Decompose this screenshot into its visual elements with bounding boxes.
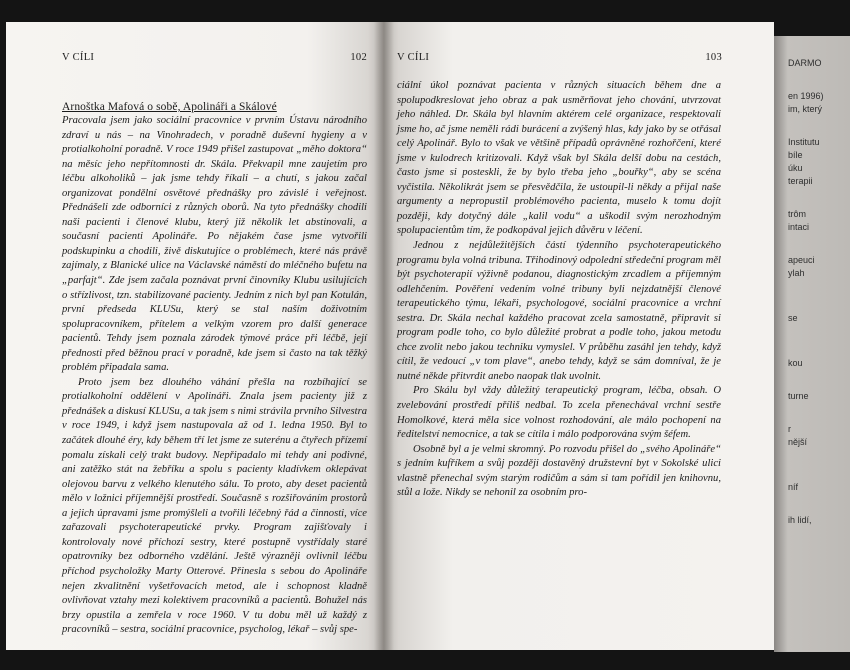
left-running-head	[62, 52, 367, 63]
right-page-text	[397, 79, 721, 501]
fragment-line: kou	[788, 358, 803, 368]
fragment-line: nější	[788, 437, 808, 447]
fragment-line: níf	[788, 482, 799, 492]
left-page	[6, 22, 383, 650]
fragment-line: Institutu	[788, 137, 820, 147]
paragraph: Proto jsem bez dlouhého váhání přešla na rozbíhající se protialkoholní oddělení v Apolináři. Znala jsem pacienty již z přednášek a diskusí KLUSu, a tak jsem s nimi strávila prvního Silvestra v roce 1949, i když jsem nastupovala až od 1. ledna 1950. Byl to začátek dlouhé éry, kdy během tří let jsme ze suterénu a čtyřech přízemí pomalu získali celý trakt budovy. Nepřipadalo mi tehdy ani podivné, ani zatěžko stát na žebříku a spolu s pacienty kladívkem oklepávat olejovou barvu z velkého klenutého sálu. To proto, aby deset pacientů mělo v ložnici příjemnější prostředí. Současně s rozšiřováním prostorů a jejich úpravami jsme promýšleli a tvořili léčebný řád a činnosti, více zařazovali psychoterapeutické prvky. Program zajišťovaly i kontrolovaly nové příchozí sestry, které postupně vystřídaly staré opatrovníky bez odborného vzdělání. Ještě výrazněji ovlivnil léčbu příchod psycholožky Marty Otterové. Přinesla s sebou do Apolináře nejen zkvalitnění vyšetřovacích metod, ale i schopnost kladně ovlivňovat vztahy mezi kolektivem pracovníků a pacientů. Bohužel nás brzy opustila a zemřela v roce 1960. V tu dobu měl už každý z pracovníků – sestra, sociální pracovnice, psycholog, lékař – svůj spe-	[62, 376, 367, 636]
right-page	[383, 22, 774, 650]
fragment-line: úku	[788, 163, 803, 173]
fragment-line: bíle	[788, 150, 803, 160]
paragraph: Osobně byl a je velmi skromný. Po rozvodu přišel do „svého Apolináře“ s jedním kufříkem a svůj později dostavěný družstevní byt v Sokolské ulici vlastně přenechal svým starým rodičům a sám si tam pořídil jen knihovnu, stůl a lože. Nikdy se nehonil za osobním pro-	[397, 443, 721, 499]
fragment-line: turne	[788, 391, 809, 401]
fragment-line: se	[788, 313, 798, 323]
left-page-text	[62, 114, 367, 638]
paragraph: Jednou z nejdůležitějších částí týdenního psychoterapeutického programu byla volná tribuna. Třihodinový odpolední středeční program měl být psychoterapií výživně podanou, diagnostickým zrcadlem a příjemným odlehčením. Pověření vedením volné tribuny byli nejzdatnější členové terapeutického týmu, lékaři, psychologové, sociální pracovnice a vrchní sestra. Dr. Skála nechal každého pracovat zcela samostatně, připravit si program podle toho, co bylo důležité probrat a podle toho, jakou metodu chce zvolit nebo jakou techniku vymyslel. V průběhu zasáhl jen tehdy, když cítil, že vedoucí „v tom plave“, anebo tehdy, když se sám domníval, že je nutné někde přitvrdit anebo naopak tlak uvolnit.	[397, 240, 721, 382]
section-title: Arnoštka Mafová o sobě, Apolináři a Skálové	[62, 101, 277, 113]
paragraph: Pracovala jsem jako sociální pracovnice v prvním Ústavu národního zdraví u nás – na Vinohradech, v poradně duševní hygieny a v protialkoholní poradně. V roce 1949 přišel zastupovat „měho doktora“ na měsíc jeho nepřítomnosti dr. Skála. Překvapil mne zaujetím pro léčbu alkoholiků – jak jsme tehdy říkali – a chutí, s jakou začal organizovat pondělní osvětové přednášky pro závislé i veřejnost. Přednášeli zde odborníci z různých oborů. Na tyto přednášky chodili naši pacienti i členové klubu, který již několik let abstinovali, a současní pacienti Apolináře. Po nějakém čase jsme vytvořili podskupinku a chodili, živě diskutujíce o problémech, které nás právě zajímaly, z Blanické ulice na Václavské náměstí do mléčného bufetu na „parfajt“. Zde jsem začala poznávat první činovníky Klubu usilujících o střízlivost, tzn. stabilizované pacienty. Jedním z nich byl pan Kotulán, první předseda KLUSu, který se stal naším doživotním spolupracovníkem, přítelem a velkým vzorem pro další generace pacientů. Tehdy jsem poznala zárodek týmové práce při léčbě, její přednosti před běžnou prací v poradně, kde jsem si často na tak těžký problém připadala sama.	[62, 115, 367, 374]
fragment-line: en 1996)	[788, 91, 824, 101]
book-gutter	[374, 22, 394, 650]
right-running-head-title: V CÍLI	[397, 52, 430, 63]
paragraph: ciální úkol poznávat pacienta v různých situacích během dne a spolupodkreslovat jeho obraz a pak usměrňovat jeho chování, utvrzovat jeho náhled. Dr. Skála byl hlavním aktérem celé organizace, respektovali jsme ho, ač jsme neměli rádi burácení a zvýšený hlas, kdy jako by se otřásal celý Apolinář. Bylo to však ve většině případů oprávněné rozhořčení, které jsme v kulodrech kritizovali. Když však byl Skála delší dobu na cestách, často jsme si posteskli, že by bylo třeba jeho „bouřky“, aby se scéna vyčistila. Několikrát jsem se přesvědčila, že ustoupil-li někdy a přijal naše argumenty a nepropustil problémového pacienta, muselo k tomu dojít později, kdy dotyčný dále „kalil vodu“ a uškodil svým nerozhodným spolupacientům tím, že podkopával jejich důvěru v léčení.	[397, 80, 721, 237]
fragment-line: im, který	[788, 104, 823, 114]
left-running-head-title: V CÍLI	[62, 52, 95, 63]
left-page-number: 102	[350, 52, 367, 63]
right-running-head	[397, 52, 722, 63]
paragraph: Pro Skálu byl vždy důležitý terapeutický program, léčba, obsah. O zvelebování prostředí příliš nedbal. To zcela přenechával vrchní sestře Homolkové, která měla sice volnost rozhodování, ale málo pochopení na ředitelství nemocnice, a tak se cítila i málo podporována svým šéfem.	[397, 385, 721, 441]
fragment-line: DARMO	[788, 58, 822, 68]
fragment-line: r	[788, 424, 791, 434]
right-page-number: 103	[705, 52, 722, 63]
fragment-line: ylah	[788, 268, 805, 278]
fragment-line: trôm	[788, 209, 806, 219]
adjacent-page-edge	[774, 36, 850, 652]
fragment-line: terapii	[788, 176, 813, 186]
fragment-line: apeuci	[788, 255, 815, 265]
fragment-line: intaci	[788, 222, 810, 232]
adjacent-page-fragments	[774, 36, 850, 526]
fragment-line: ih lidí,	[788, 515, 812, 525]
